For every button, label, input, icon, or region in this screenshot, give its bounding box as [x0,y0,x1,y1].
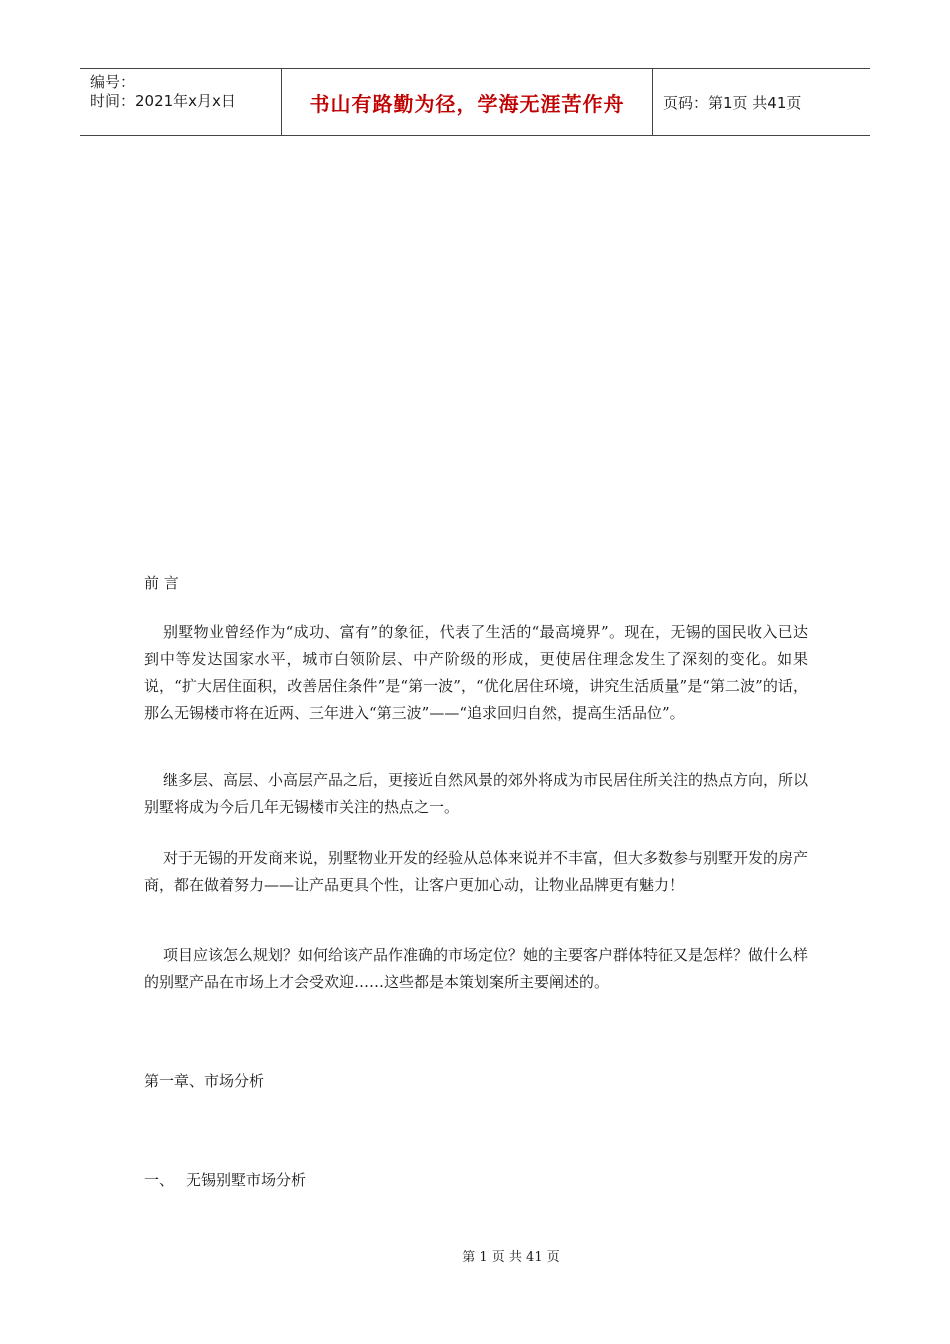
paragraph-3: 对于无锡的开发商来说，别墅物业开发的经验从总体来说并不丰富，但大多数参与别墅开发的房产商，都在做着努力——让产品更具个性，让客户更加心动，让物业品牌更有魅力！ [144,849,809,894]
paragraph-4: 项目应该怎么规划？如何给该产品作准确的市场定位？她的主要客户群体特征又是怎样？做什么样的别墅产品在市场上才会受欢迎……这些都是本策划案所主要阐述的。 [144,946,809,991]
page-header [80,68,870,136]
chapter-title: 第一章、市场分析 [144,1072,265,1090]
document-time-label: 时间：2021年x月x日 [90,92,236,110]
header-page-info: 页码：第1页 共41页 [663,93,802,112]
document-number-label: 编号： [90,73,136,91]
page-footer: 第 1 页 共 41 页 [462,1250,560,1265]
section-number: 一、 [144,1171,175,1189]
section-title: 无锡别墅市场分析 [186,1171,307,1189]
header-meta [80,69,282,135]
paragraph-1: 别墅物业曾经作为“成功、富有”的象征，代表了生活的“最高境界”。现在，无锡的国民收入已达到中等发达国家水平，城市白领阶层、中产阶级的形成，更使居住理念发生了深刻的变化。如果说，“扩大居住面积，改善居住条件”是“第一波”，“优化居住环境，讲究生活质量”是“第二波”的话，那么无锡楼市将在近两、三年进入“第三波”——“追求回归自然，提高生活品位”。 [144,623,808,722]
header-motto: 书山有路勤为径，学海无涯苦作舟 [282,69,653,135]
section-heading [144,1169,306,1191]
preface-title: 前 言 [144,574,179,592]
paragraph-2: 继多层、高层、小高层产品之后，更接近自然风景的郊外将成为市民居住所关注的热点方向，所以别墅将成为今后几年无锡楼市关注的热点之一。 [144,771,809,816]
